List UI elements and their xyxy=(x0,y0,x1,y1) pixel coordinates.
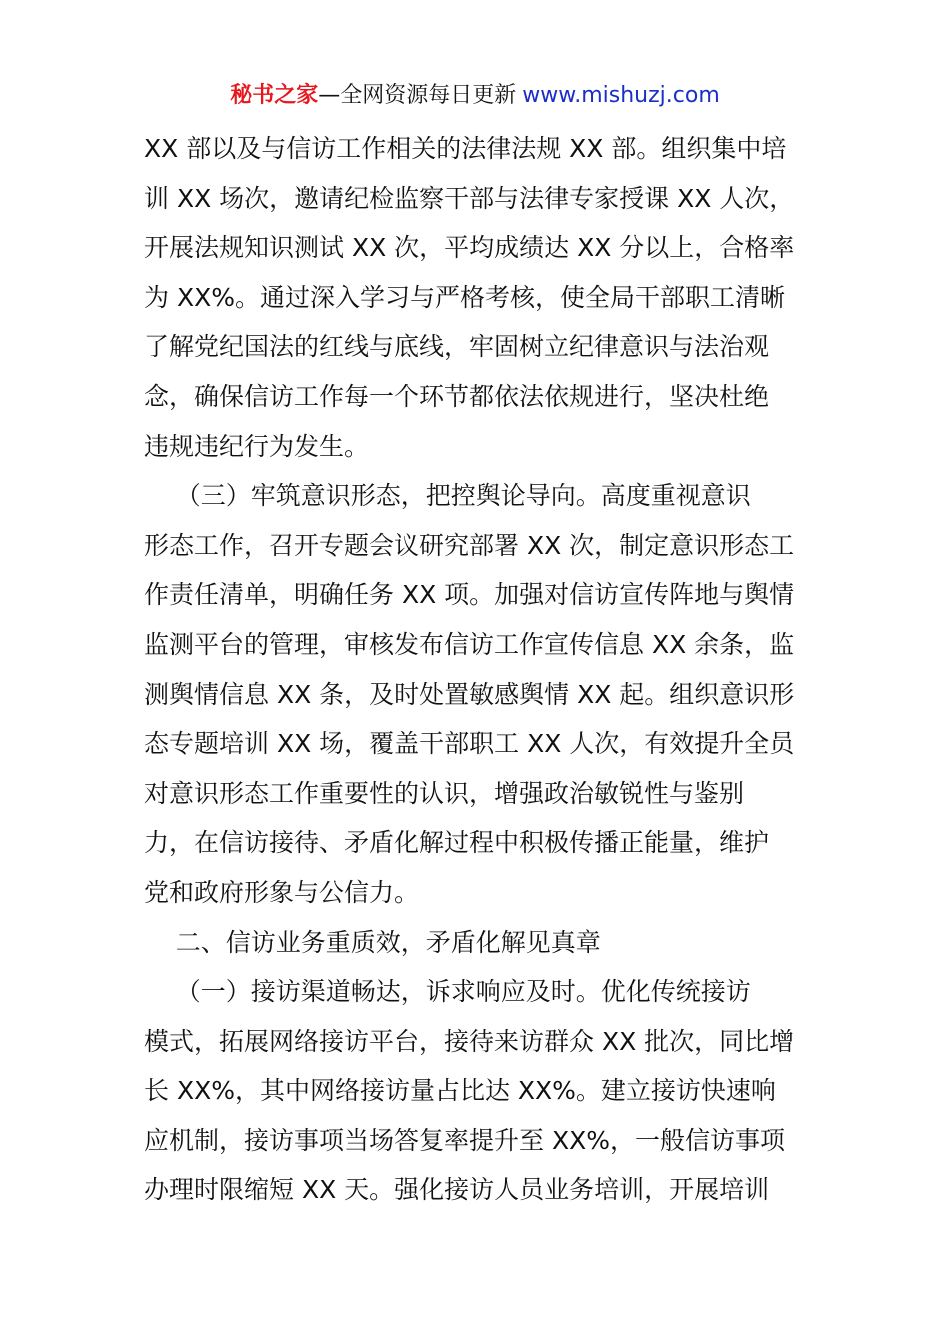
text-line: 模式，拓展网络接访平台，接待来访群众 XX 批次，同比增 xyxy=(144,1026,795,1056)
site-tagline: —全网资源每日更新 xyxy=(318,83,517,108)
site-brand: 秘书之家 xyxy=(230,83,319,108)
text-line: XX 部以及与信访工作相关的法律法规 XX 部。组织集中培 xyxy=(144,134,787,163)
text-line: 长 XX%，其中网络接访量占比达 XX%。建立接访快速响 xyxy=(144,1076,776,1106)
text-line: 作责任清单，明确任务 XX 项。加强对信访宣传阵地与舆情 xyxy=(144,580,795,610)
text-line: 训 XX 场次，邀请纪检监察干部与法律专家授课 XX 人次， xyxy=(144,183,795,213)
text-line: 力，在信访接待、矛盾化解过程中积极传播正能量，维护 xyxy=(144,828,770,858)
site-header xyxy=(0,80,950,112)
text-line: 违规违纪行为发生。 xyxy=(144,431,370,461)
text-line: 开展法规知识测试 XX 次，平均成绩达 XX 分以上，合格率 xyxy=(144,233,795,263)
text-line: 监测平台的管理，审核发布信访工作宣传信息 XX 余条，监 xyxy=(144,629,795,659)
section-heading-line: 二、信访业务重质效，矛盾化解见真章 xyxy=(144,927,601,957)
text-line: 了解党纪国法的红线与底线，牢固树立纪律意识与法治观 xyxy=(144,332,770,362)
document-body xyxy=(144,124,824,1215)
section-heading-line: （一）接访渠道畅达，诉求响应及时。优化传统接访 xyxy=(144,977,751,1007)
text-line: 对意识形态工作重要性的认识，增强政治敏锐性与鉴别 xyxy=(144,778,745,808)
text-line: 形态工作，召开专题会议研究部署 XX 次，制定意识形态工 xyxy=(144,530,795,560)
text-line: 念，确保信访工作每一个环节都依法依规进行，坚决杜绝 xyxy=(144,381,770,411)
text-line: 党和政府形象与公信力。 xyxy=(144,877,420,907)
text-line: 为 XX%。通过深入学习与严格考核，使全局干部职工清晰 xyxy=(144,282,785,312)
text-line: 测舆情信息 XX 条，及时处置敏感舆情 XX 起。组织意识形 xyxy=(144,679,795,709)
text-line: 态专题培训 XX 场，覆盖干部职工 XX 人次，有效提升全员 xyxy=(144,729,795,759)
section-heading-line: （三）牢筑意识形态，把控舆论导向。高度重视意识 xyxy=(144,481,751,511)
text-line: 办理时限缩短 XX 天。强化接访人员业务培训，开展培训 xyxy=(144,1175,770,1205)
text-line: 应机制，接访事项当场答复率提升至 XX%，一般信访事项 xyxy=(144,1125,785,1155)
site-url-link[interactable]: www.mishuzj.com xyxy=(522,83,720,108)
